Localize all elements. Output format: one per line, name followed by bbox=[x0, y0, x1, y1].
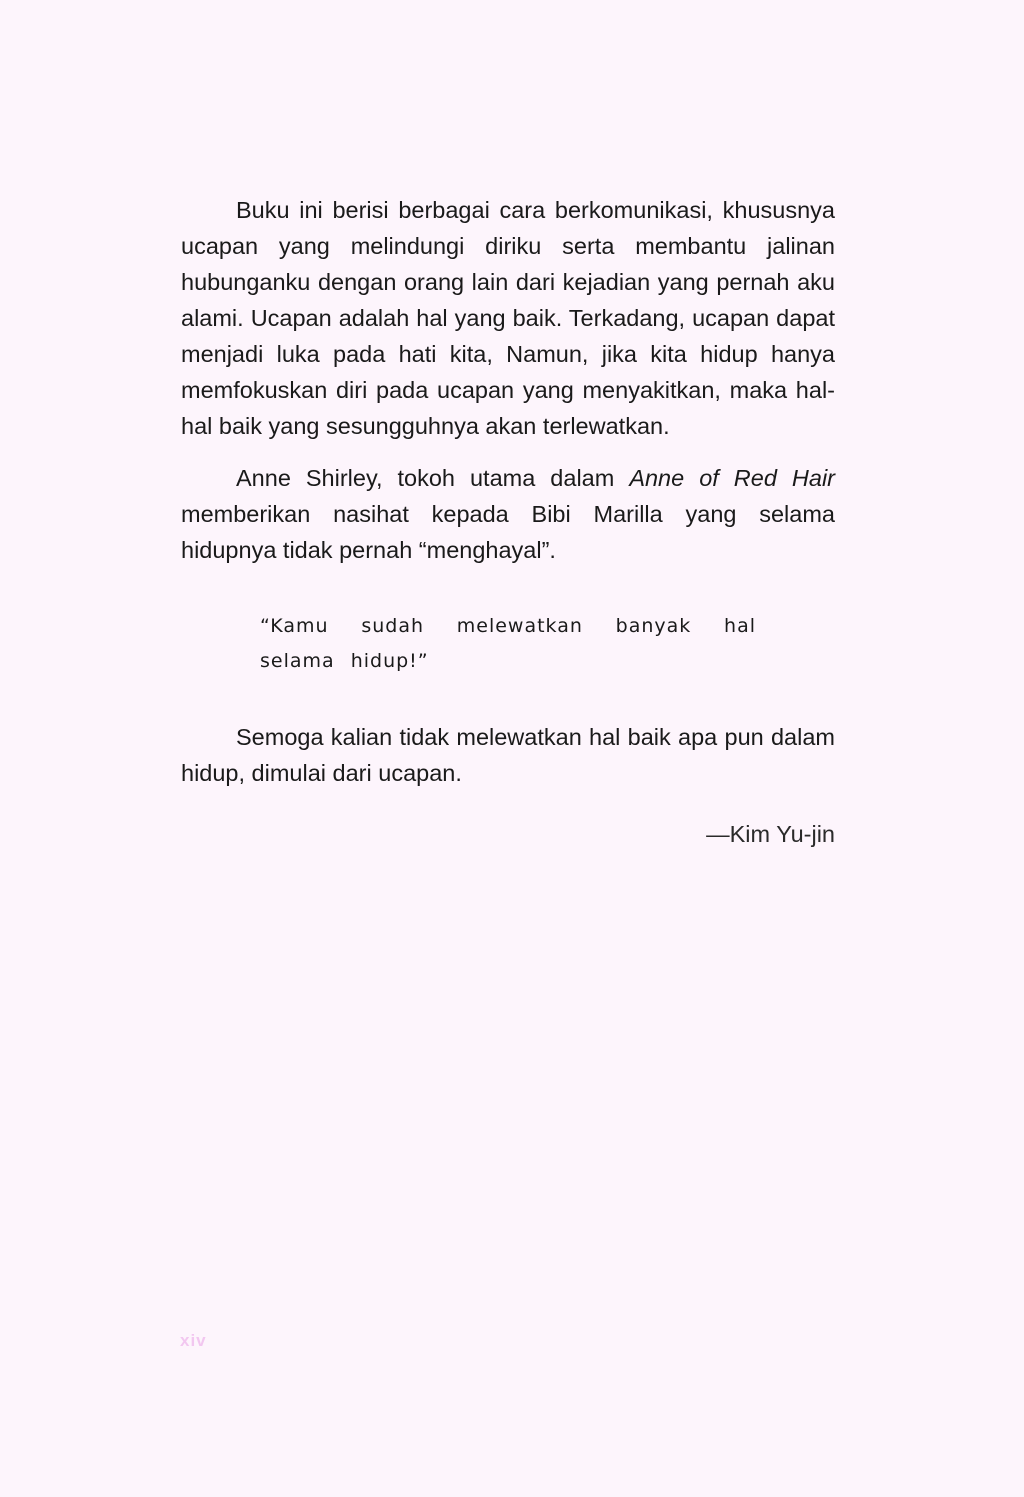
anne-text-after: memberikan nasihat kepada Bibi Marilla yang selama hidupnya tidak pernah “menghayal”. bbox=[181, 501, 835, 563]
block-quote: “Kamu sudah melewatkan banyak hal selama hidup!” bbox=[260, 615, 756, 672]
page-number: xiv bbox=[180, 1331, 207, 1350]
intro-text: Buku ini berisi berbagai cara berkomunikasi, khususnya ucapan yang melindungi diriku serta membantu jalinan hubunganku dengan orang lain dari kejadian yang pernah aku alami. Ucapan adalah hal yang baik. Terkadang, ucapan dapat menjadi luka pada hati kita, Namun, jika kita hidup hanya memfokuskan diri pada ucapan yang menyakitkan, maka hal-hal baik yang sesungguhnya akan terlewatkan. bbox=[181, 197, 835, 439]
body-paragraph-intro bbox=[181, 192, 835, 444]
author-signature: —Kim Yu-jin bbox=[706, 821, 835, 847]
body-paragraph-closing bbox=[181, 719, 835, 791]
book-title: Anne of Red Hair bbox=[629, 465, 835, 491]
body-paragraph-anne-shirley bbox=[181, 460, 835, 568]
anne-text-before: Anne Shirley, tokoh utama dalam bbox=[236, 465, 630, 491]
closing-text: Semoga kalian tidak melewatkan hal baik apa pun dalam hidup, dimulai dari ucapan. bbox=[181, 724, 835, 786]
